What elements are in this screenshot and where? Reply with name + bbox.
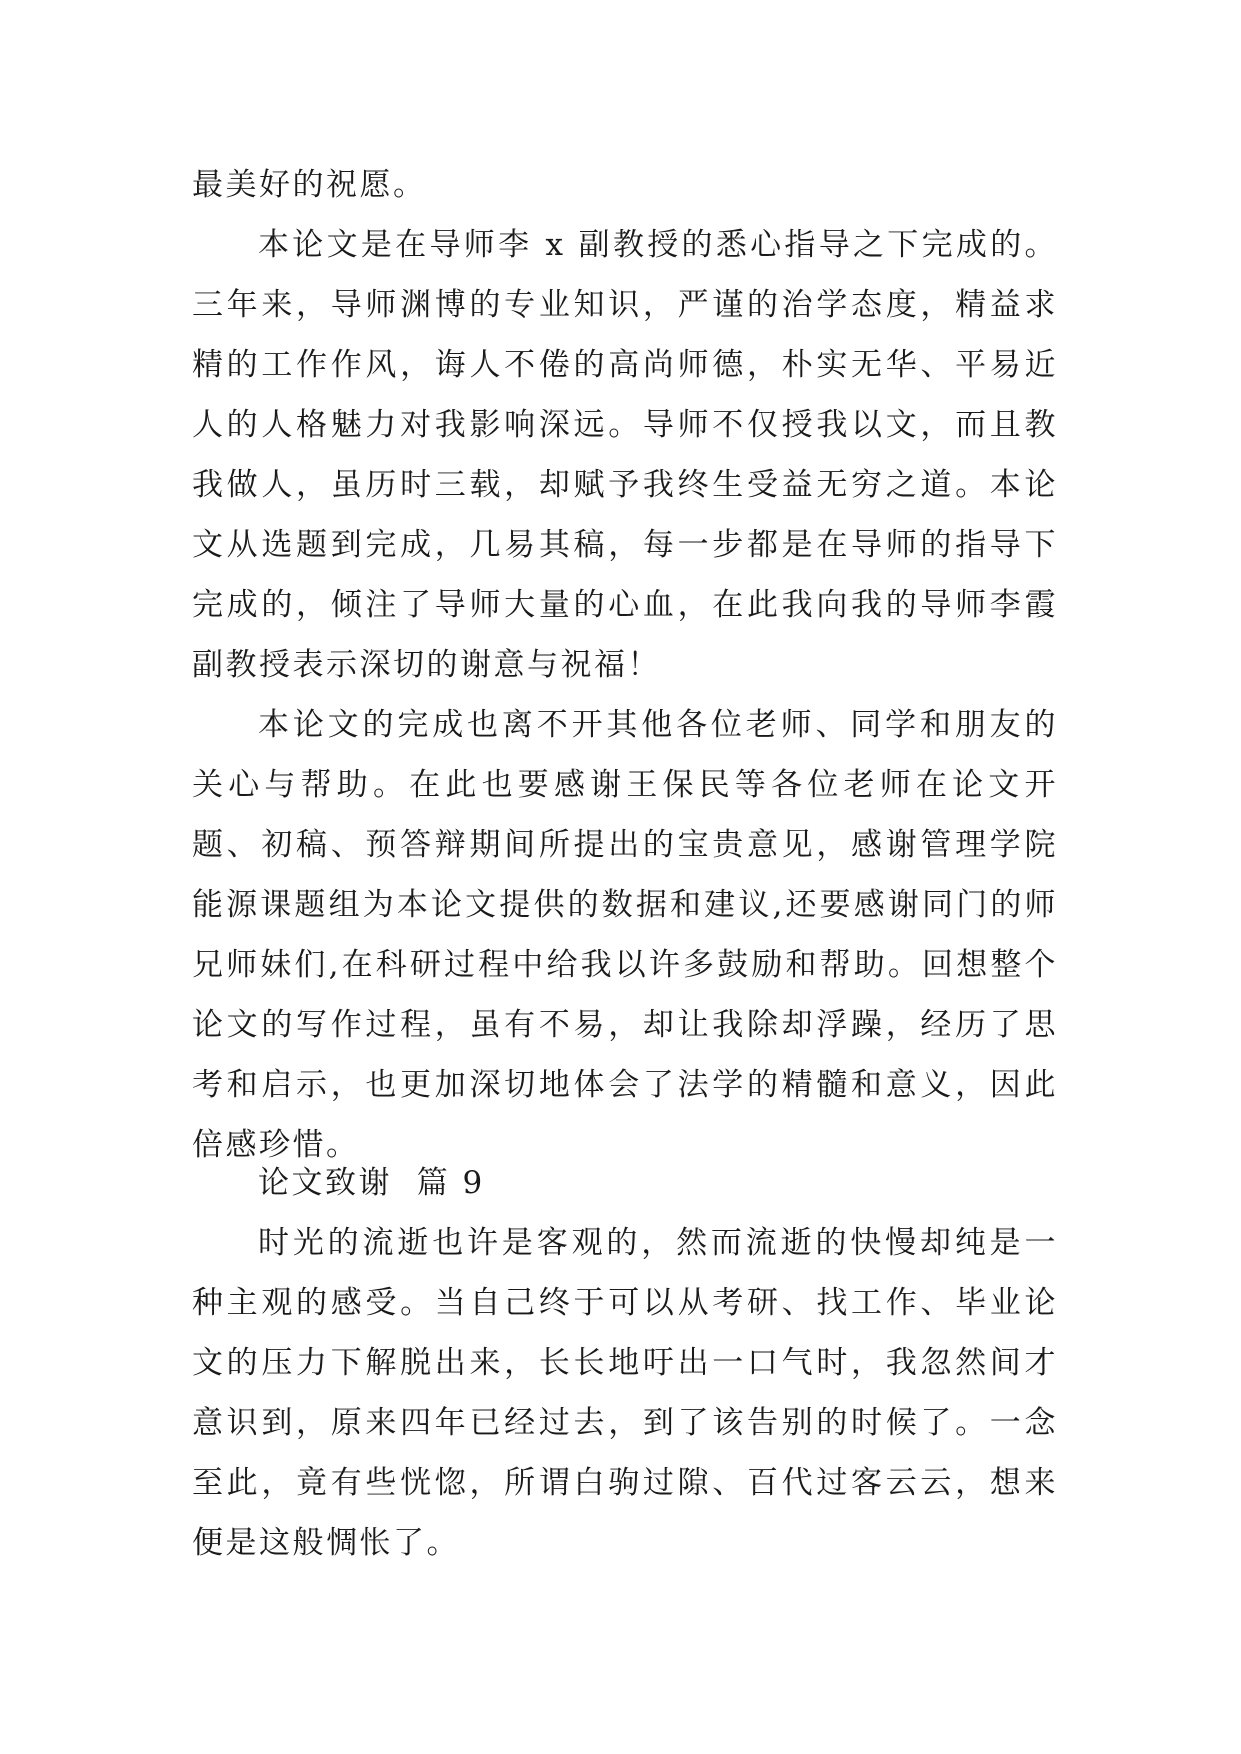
body-text-top: [192, 155, 1058, 1175]
paragraph-advisor-thanks: 本论文是在导师李 x 副教授的悉心指导之下完成的。三年来，导师渊博的专业知识，严谨的治学态度，精益求精的工作作风，诲人不倦的高尚师德，朴实无华、平易近人的人格魅力对我影响深远。导师不仅授我以文，而且教我做人，虽历时三载，却赋予我终生受益无穷之道。本论文从选题到完成，几易其稿，每一步都是在导师的指导下完成的，倾注了导师大量的心血，在此我向我的导师李霞副教授表示深切的谢意与祝福！: [192, 227, 1058, 683]
body-text-bottom: [192, 1213, 1058, 1573]
section-heading: 论文致谢 篇 9: [258, 1165, 485, 1201]
paragraph-time-passing: 时光的流逝也许是客观的，然而流逝的快慢却纯是一种主观的感受。当自己终于可以从考研、找工作、毕业论文的压力下解脱出来，长长地吁出一口气时，我忽然间才意识到，原来四年已经过去，到了该告别的时候了。一念至此，竟有些恍惚，所谓白驹过隙、百代过客云云，想来便是这般惆怅了。: [192, 1225, 1058, 1561]
paragraph-others-thanks: 本论文的完成也离不开其他各位老师、同学和朋友的关心与帮助。在此也要感谢王保民等各位老师在论文开题、初稿、预答辩期间所提出的宝贵意见，感谢管理学院能源课题组为本论文提供的数据和建议,还要感谢同门的师兄师妹们,在科研过程中给我以许多鼓励和帮助。回想整个论文的写作过程，虽有不易，却让我除却浮躁，经历了思考和启示，也更加深切地体会了法学的精髓和意义，因此倍感珍惜。: [192, 707, 1058, 1163]
paragraph-continuation: 最美好的祝愿。: [192, 167, 427, 203]
section-heading-block: [192, 1153, 1058, 1213]
